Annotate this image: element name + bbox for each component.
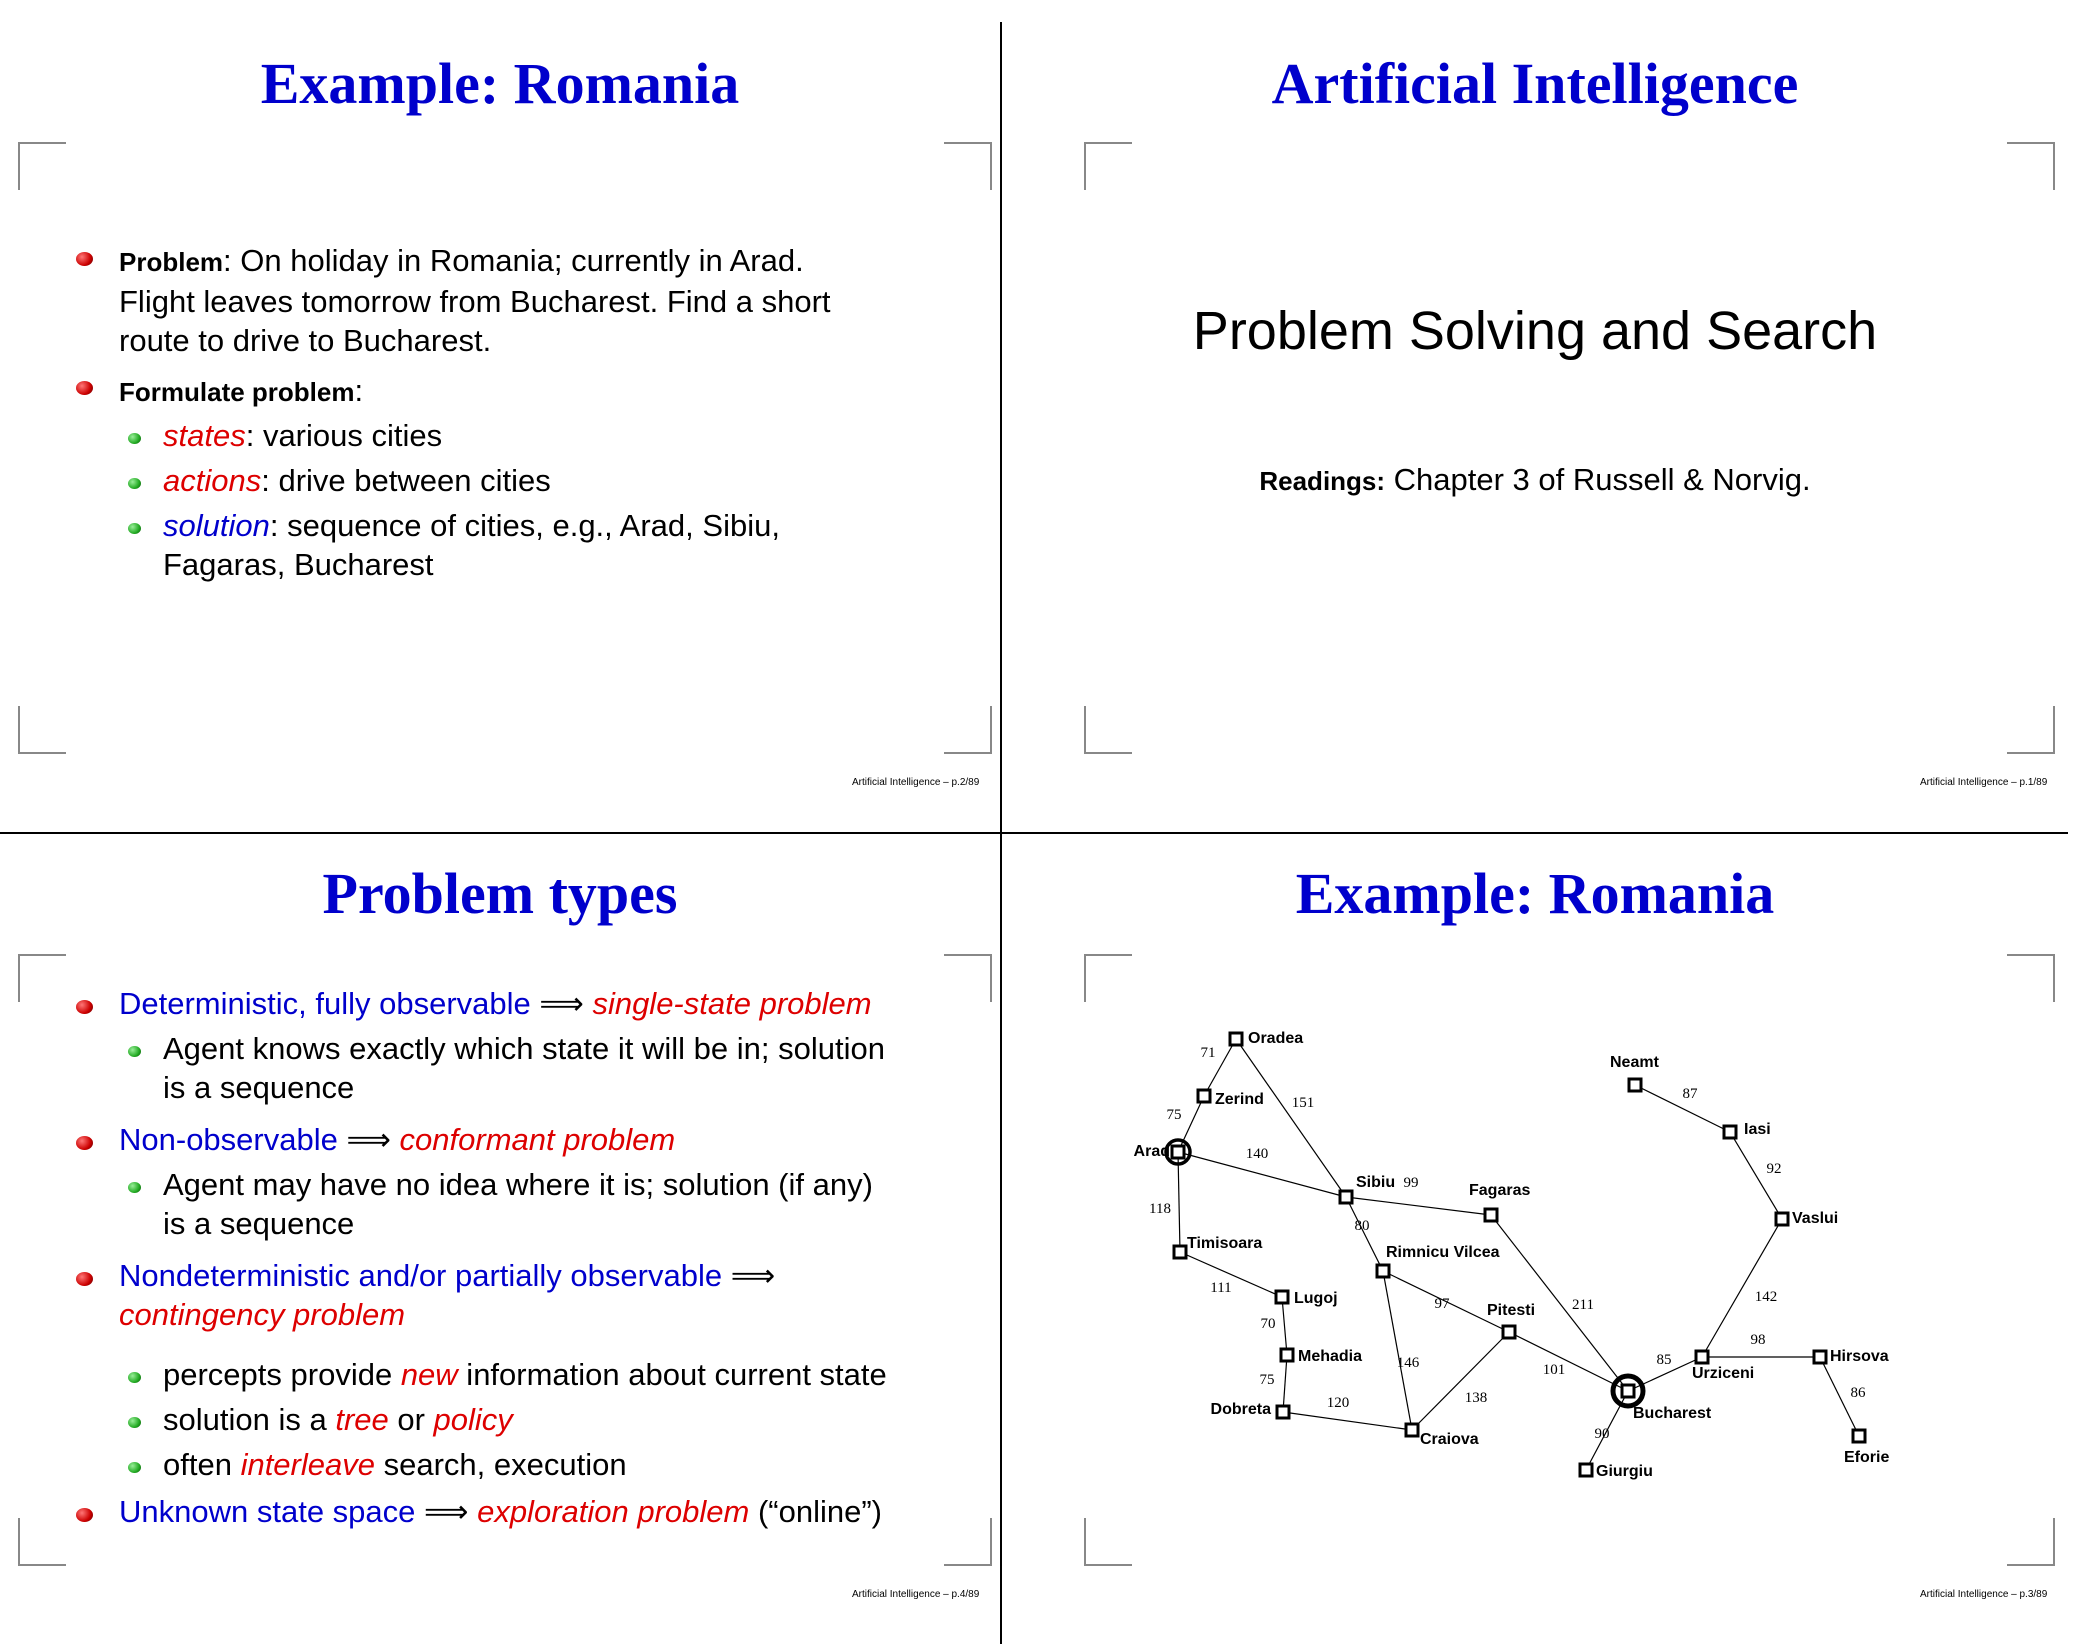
road-distance-label: 99: [1403, 1175, 1419, 1191]
city-zerind: [1198, 1090, 1264, 1108]
road-distance-label: 120: [1326, 1395, 1350, 1411]
slide-title-page: [1002, 22, 2068, 832]
formulate-label: Formulate problem: [119, 377, 355, 407]
city-marker-square: [1696, 1351, 1708, 1363]
sub-bullet-icon: [128, 1182, 141, 1193]
city-marker-square: [1629, 1079, 1641, 1091]
percepts-item: [163, 1355, 887, 1394]
non-observable-detail: [163, 1165, 873, 1243]
frame-corner: [2007, 706, 2055, 754]
city-marker-square: [1580, 1464, 1592, 1476]
city-marker-square: [1377, 1265, 1389, 1277]
bullet-icon: [76, 1272, 93, 1286]
city-marker-square: [1406, 1424, 1418, 1436]
problem-bullet: [119, 241, 831, 360]
formulate-colon: :: [354, 373, 364, 408]
actions-term: actions: [163, 463, 262, 498]
sub-bullet-icon: [128, 1372, 141, 1383]
slide-problem-types: [0, 834, 1000, 1623]
city-label: Timisoara: [1187, 1235, 1263, 1252]
problem-text: Flight leaves tomorrow from Bucharest. Find a short: [119, 284, 831, 319]
frame-corner: [2007, 142, 2055, 190]
city-label: Mehadia: [1298, 1348, 1363, 1365]
city-lugoj: [1276, 1290, 1338, 1307]
frame-corner: [18, 954, 66, 1002]
slide-title: Problem types: [322, 861, 678, 926]
sub-bullet-icon: [128, 1417, 141, 1428]
city-marker-square: [1485, 1209, 1497, 1221]
frame-corner: [944, 954, 992, 1002]
road-distance-label: 80: [1354, 1218, 1370, 1234]
city-sibiu: [1340, 1174, 1395, 1203]
city-hirsova: [1814, 1348, 1889, 1365]
city-label: Sibiu: [1356, 1174, 1396, 1191]
frame-corner: [18, 142, 66, 190]
problem-text: : On holiday in Romania; currently in Arad.: [223, 243, 804, 278]
city-label: Arad: [1133, 1143, 1170, 1160]
bullet-icon: [76, 1508, 93, 1522]
percepts-text: information about current state: [457, 1357, 887, 1392]
city-marker-square: [1340, 1191, 1352, 1203]
city-marker-square: [1814, 1351, 1826, 1363]
frame-corner: [1084, 706, 1132, 754]
implies-arrow: ⟹: [415, 1494, 478, 1529]
city-marker-square: [1277, 1406, 1289, 1418]
road-distance-label: 138: [1464, 1390, 1488, 1406]
interleave-text: often: [163, 1447, 241, 1482]
solution-term: solution: [163, 508, 270, 543]
sub-bullet-icon: [128, 1046, 141, 1057]
sub-bullet-icon: [128, 523, 141, 534]
city-label: Pitesti: [1487, 1302, 1536, 1319]
bullet-icon: [76, 252, 93, 266]
states-item: [163, 416, 442, 455]
road-arad-timisoara: [1178, 1152, 1180, 1252]
city-label: Fagaras: [1469, 1182, 1531, 1199]
road-oradea-sibiu: [1236, 1039, 1346, 1197]
deterministic-bullet: [119, 984, 872, 1023]
road-distance-label: 75: [1166, 1107, 1182, 1123]
city-label: Lugoj: [1294, 1290, 1338, 1307]
city-label: Bucharest: [1633, 1405, 1712, 1422]
frame-corner: [18, 706, 66, 754]
city-dobreta: [1211, 1401, 1289, 1418]
deterministic-detail: [163, 1029, 885, 1107]
city-label: Eforie: [1844, 1449, 1890, 1466]
solution-text: solution is a: [163, 1402, 336, 1437]
road-mehadia-dobreta: [1283, 1355, 1287, 1412]
city-marker-square: [1776, 1213, 1788, 1225]
city-label: Neamt: [1610, 1054, 1659, 1071]
road-distance-label: 90: [1594, 1426, 1610, 1442]
city-label: Hirsova: [1830, 1348, 1889, 1365]
single-state-text: single-state problem: [592, 986, 872, 1021]
city-marker-square: [1172, 1146, 1184, 1158]
formulate-bullet: [119, 371, 363, 412]
slide-romania-map: [1002, 834, 2068, 1623]
city-vaslui: [1776, 1210, 1838, 1227]
interleave-text: search, execution: [374, 1447, 627, 1482]
city-fagaras: [1469, 1182, 1530, 1221]
road-distance-label: 142: [1754, 1289, 1778, 1305]
states-term: states: [163, 418, 246, 453]
city-label: Zerind: [1215, 1091, 1264, 1108]
city-urziceni: [1692, 1351, 1754, 1382]
frame-corner: [1084, 142, 1132, 190]
bullet-icon: [76, 381, 93, 395]
road-distance-label: 71: [1200, 1045, 1216, 1061]
implies-arrow: ⟹: [722, 1258, 776, 1293]
city-bucharest: [1613, 1376, 1712, 1422]
new-term: new: [400, 1357, 458, 1392]
sub-bullet-icon: [128, 478, 141, 489]
road-pitesti-bucharest: [1509, 1332, 1628, 1391]
actions-item: [163, 461, 551, 500]
city-label: Craiova: [1420, 1431, 1479, 1448]
sub-bullet-icon: [128, 1462, 141, 1473]
road-dobreta-craiova: [1283, 1412, 1412, 1430]
slide-example-romania-text: [0, 22, 1000, 832]
nondeterministic-text: Nondeterministic and/or partially observable: [119, 1258, 723, 1293]
road-distance-label: 111: [1210, 1280, 1232, 1296]
problem-label: Problem: [119, 247, 224, 277]
city-pitesti: [1487, 1302, 1535, 1338]
bullet-icon: [76, 1000, 93, 1014]
road-distance-label: 75: [1259, 1372, 1275, 1388]
frame-corner: [18, 1518, 66, 1566]
presentation-subtitle: Problem Solving and Search: [1192, 301, 1878, 361]
readings-label: Readings:: [1259, 466, 1386, 496]
non-observable-text: Non-observable: [119, 1122, 338, 1157]
solution-text: : sequence of cities, e.g., Arad, Sibiu,: [269, 508, 780, 543]
detail-text: Agent may have no idea where it is; solution (if any): [163, 1167, 873, 1202]
slide-footer: Artificial Intelligence – p.4/89: [852, 1589, 980, 1600]
road-craiova-pitesti: [1412, 1332, 1509, 1430]
city-marker-square: [1276, 1291, 1288, 1303]
city-mehadia: [1281, 1348, 1362, 1365]
solution-item: [163, 506, 780, 584]
road-distance-label: 92: [1766, 1161, 1782, 1177]
unknown-state-text: Unknown state space: [119, 1494, 416, 1529]
tree-term: tree: [335, 1402, 389, 1437]
road-distance-label: 70: [1260, 1316, 1276, 1332]
road-distance-label: 98: [1750, 1332, 1766, 1348]
road-urziceni-vaslui: [1702, 1219, 1782, 1357]
slide-footer: Artificial Intelligence – p.2/89: [852, 777, 980, 788]
city-label: Vaslui: [1792, 1210, 1839, 1227]
city-label: Oradea: [1248, 1030, 1304, 1047]
slide-title: Example: Romania: [260, 51, 740, 116]
actions-text: : drive between cities: [261, 463, 551, 498]
policy-term: policy: [433, 1402, 513, 1437]
interleave-term: interleave: [240, 1447, 375, 1482]
nondeterministic-bullet: [119, 1256, 775, 1334]
city-marker-square: [1853, 1430, 1865, 1442]
readings-text: Chapter 3 of Russell & Norvig.: [1385, 462, 1811, 497]
frame-corner: [944, 706, 992, 754]
road-distance-label: 151: [1291, 1095, 1315, 1111]
exploration-text: exploration problem: [477, 1494, 750, 1529]
states-text: : various cities: [245, 418, 443, 453]
road-distance-label: 97: [1434, 1296, 1450, 1312]
city-giurgiu: [1580, 1463, 1653, 1480]
city-marker-square: [1230, 1033, 1242, 1045]
city-label: Urziceni: [1692, 1365, 1755, 1382]
slide-title: Artificial Intelligence: [1271, 51, 1799, 116]
road-distance-label: 140: [1245, 1146, 1269, 1162]
conformant-text: conformant problem: [399, 1122, 676, 1157]
city-label: Iasi: [1744, 1121, 1771, 1138]
city-marker-square: [1724, 1126, 1736, 1138]
city-timisoara: [1174, 1235, 1262, 1258]
slide-title: Example: Romania: [1295, 861, 1775, 926]
road-distance-label: 85: [1656, 1352, 1672, 1368]
non-observable-bullet: [119, 1120, 675, 1159]
solution-tree-item: [163, 1400, 513, 1439]
road-rimnicu-vilcea-craiova: [1383, 1271, 1412, 1430]
sub-bullet-icon: [128, 433, 141, 444]
city-marker-square: [1281, 1349, 1293, 1361]
city-label: Rimnicu Vilcea: [1386, 1244, 1500, 1261]
frame-corner: [944, 1518, 992, 1566]
city-label: Dobreta: [1210, 1401, 1271, 1418]
road-lugoj-mehadia: [1282, 1297, 1287, 1355]
online-text: (“online”): [749, 1494, 882, 1529]
road-distance-label: 118: [1149, 1201, 1171, 1217]
road-distance-label: 101: [1542, 1362, 1566, 1378]
road-sibiu-fagaras: [1346, 1197, 1491, 1215]
city-marker-square: [1503, 1326, 1515, 1338]
bullet-icon: [76, 1136, 93, 1150]
city-iasi: [1724, 1121, 1771, 1138]
city-neamt: [1610, 1054, 1660, 1091]
city-marker-square: [1622, 1385, 1634, 1397]
road-distance-label: 211: [1572, 1297, 1594, 1313]
detail-text: Agent knows exactly which state it will be in; solution: [163, 1031, 885, 1066]
unknown-state-bullet: [119, 1492, 882, 1531]
interleave-item: [163, 1445, 627, 1484]
road-sibiu-rimnicu-vilcea: [1346, 1197, 1383, 1271]
deterministic-text: Deterministic, fully observable: [119, 986, 531, 1021]
implies-arrow: ⟹: [530, 986, 593, 1021]
implies-arrow: ⟹: [337, 1122, 400, 1157]
road-distance-label: 87: [1682, 1086, 1698, 1102]
city-oradea: [1230, 1030, 1303, 1047]
problem-text: route to drive to Bucharest.: [119, 323, 492, 358]
solution-text: Fagaras, Bucharest: [163, 547, 434, 582]
city-label: Giurgiu: [1596, 1463, 1653, 1480]
road-zerind-arad: [1178, 1096, 1204, 1152]
city-marker-square: [1198, 1090, 1210, 1102]
percepts-text: percepts provide: [163, 1357, 401, 1392]
city-eforie: [1844, 1430, 1889, 1466]
readings-line: [1002, 462, 2068, 498]
detail-text: is a sequence: [163, 1206, 355, 1241]
slide-footer: Artificial Intelligence – p.1/89: [1920, 777, 2048, 788]
slide-footer: Artificial Intelligence – p.3/89: [1920, 1589, 2048, 1600]
frame-corner: [944, 142, 992, 190]
city-rimnicu-vilcea: [1377, 1244, 1500, 1277]
romania-road-map: [1002, 834, 2068, 1623]
solution-text: or: [388, 1402, 434, 1437]
contingency-text: contingency problem: [119, 1297, 406, 1332]
road-distance-label: 146: [1396, 1355, 1420, 1371]
road-distance-label: 86: [1850, 1385, 1866, 1401]
detail-text: is a sequence: [163, 1070, 355, 1105]
city-marker-square: [1174, 1246, 1186, 1258]
city-craiova: [1406, 1424, 1479, 1448]
